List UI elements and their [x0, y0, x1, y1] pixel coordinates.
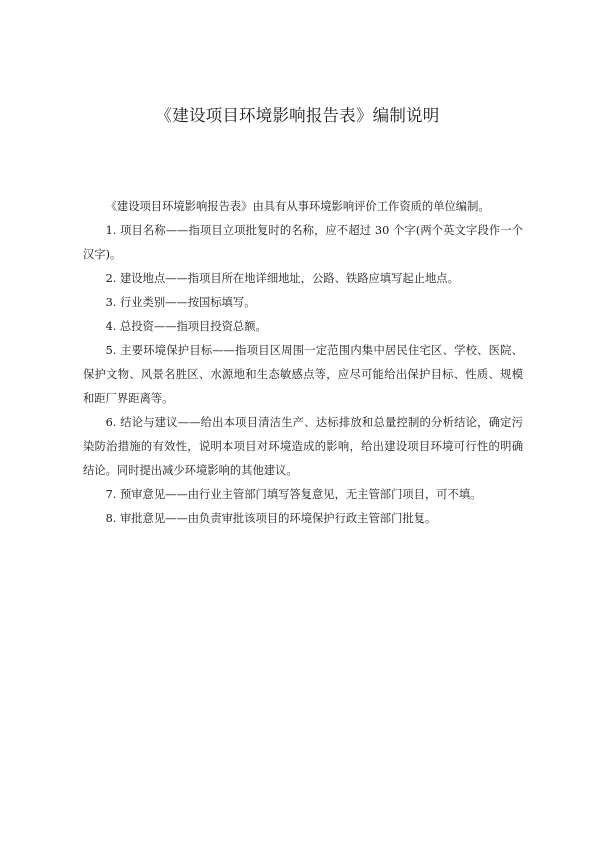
paragraph-item-3: 3. 行业类别——按国标填写。 [105, 296, 256, 309]
paragraph-item-2: 2. 建设地点——指项目所在地详细地址，公路、铁路应填写起止地点。 [105, 272, 459, 285]
document-body [83, 195, 523, 531]
paragraph-intro: 《建设项目环境影响报告表》由具有从事环境影响评价工作资质的单位编制。 [105, 200, 490, 213]
paragraph-item-4: 4. 总投资——指项目投资总额。 [105, 320, 267, 333]
paragraph-item-6: 6. 结论与建议——给出本项目清洁生产、达标排放和总量控制的分析结论，确定污染防治措施的有效性，说明本项目对环境造成的影响，给出建设项目环境可行性的明确结论。同时提出减少环境影响的其他建议。 [83, 416, 523, 477]
document-title: 《建设项目环境影响报告表》编制说明 [155, 106, 440, 125]
paragraph-item-7: 7. 预审意见——由行业主管部门填写答复意见，无主管部门项目，可不填。 [105, 488, 482, 501]
paragraph-item-5: 5. 主要环境保护目标——指项目区周围一定范围内集中居民住宅区、学校、医院、保护文物、风景名胜区、水源地和生态敏感点等，应尽可能给出保护目标、性质、规模和距厂界距离等。 [83, 344, 523, 405]
paragraph-item-1: 1. 项目名称——指项目立项批复时的名称，应不超过 30 个字(两个英文字段作一个汉字)。 [83, 224, 523, 261]
paragraph-item-8: 8. 审批意见——由负责审批该项目的环境保护行政主管部门批复。 [105, 512, 437, 525]
